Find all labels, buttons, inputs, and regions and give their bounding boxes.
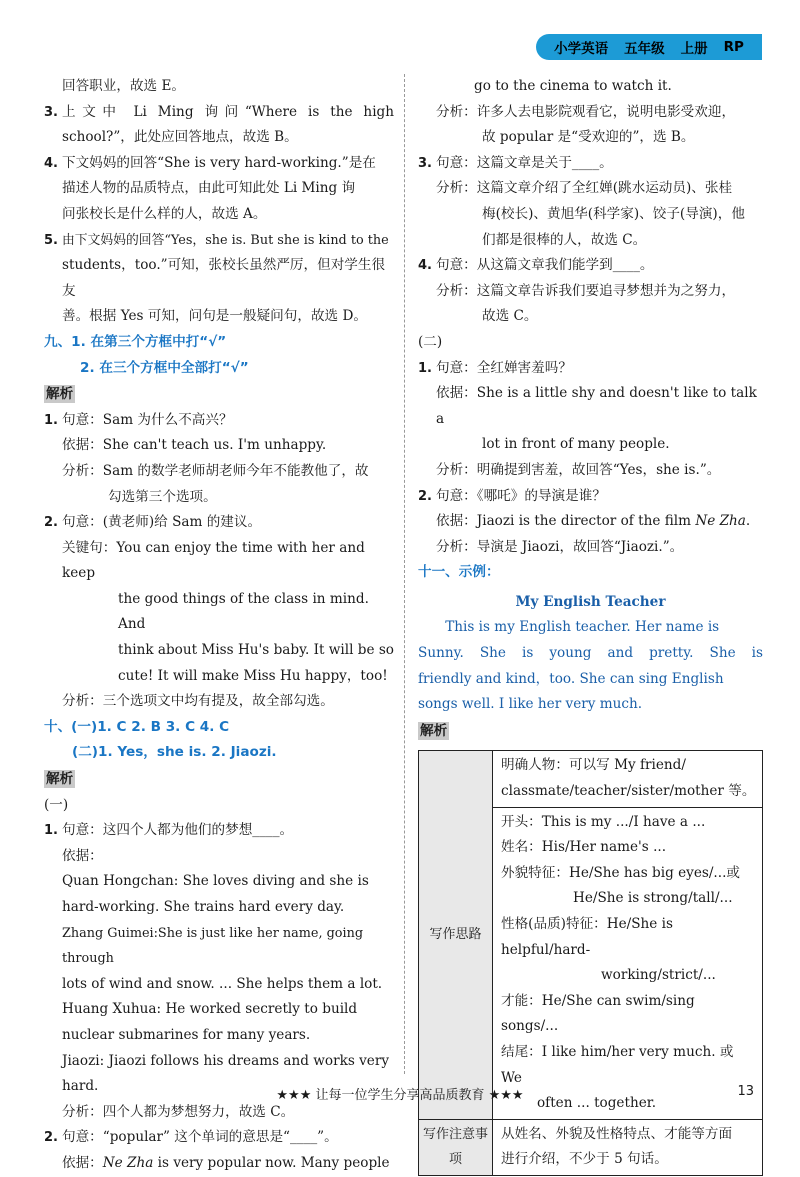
- analysis-label: 解析: [46, 771, 74, 788]
- text-line: 依据：She is a little shy and doesn't like to talk a: [436, 385, 757, 427]
- reading-item-2: [44, 1125, 394, 1176]
- reading-part2-item-2: [418, 484, 763, 561]
- header-subject: 小学英语: [554, 41, 609, 57]
- reading-item-3: [418, 151, 763, 253]
- right-column: [418, 74, 763, 1176]
- text-line: Quan Hongchan: She loves diving and she is: [62, 873, 369, 890]
- text-line: 善。根据 Yes 可知，问句是一般疑问句，故选 D。: [62, 308, 367, 325]
- text-line: 从姓名、外貌及性格特点、才能等方面: [501, 1125, 733, 1142]
- text-line: 进行介绍，不少于 5 句话。: [501, 1151, 668, 1168]
- header-grade: 五年级: [624, 41, 665, 57]
- text-line: Huang Xuhua: He worked secretly to build: [62, 1001, 358, 1018]
- text-line: 关键句：You can enjoy the time with her and keep: [62, 539, 365, 582]
- text-line: working/strict/...: [601, 967, 716, 984]
- text-line: 上文中 Li Ming 询问“Where is the high: [62, 103, 394, 120]
- text-line: 们都是很棒的人，故选 C。: [482, 231, 647, 248]
- analysis-label: 解析: [46, 386, 74, 403]
- text-line: 句意：从这篇文章我们能学到____。: [436, 257, 654, 274]
- left-column: [44, 74, 394, 1177]
- item-number: 4.: [44, 155, 58, 171]
- footer-slogan: ★★★ 让每一位学生分享高品质教育 ★★★: [276, 1088, 524, 1103]
- analysis-item-2: [44, 510, 394, 715]
- text-line: 由下文妈妈的回答“Yes，she is. But she is kind to the: [62, 232, 389, 248]
- item-number: 2.: [418, 488, 432, 504]
- item-number: 1.: [44, 412, 58, 428]
- text-line: go to the cinema to watch it.: [474, 78, 672, 94]
- text-line: cute! It will make Miss Hu happy，too!: [118, 667, 388, 684]
- text-line: students，too.”可知，张校长虽然严厉，但对学生很友: [62, 257, 386, 299]
- answer-item-5: [44, 228, 394, 330]
- essay-line: songs well. I like her very much.: [418, 696, 643, 713]
- text-line: 故选 C。: [482, 308, 538, 325]
- text-line: 句意：这四个人都为他们的梦想____。: [62, 822, 294, 839]
- text-line: lot in front of many people.: [482, 436, 670, 453]
- text-line: 下文妈妈的回答“She is very hard-working.”是在: [62, 154, 376, 171]
- text-line: 勾选第三个选项。: [108, 488, 217, 505]
- item-number: 3.: [418, 155, 432, 171]
- text-line: 分析：导演是 Jiaozi，故回答“Jiaozi.”。: [436, 538, 684, 555]
- text-line: 回答职业，故选 E。: [62, 78, 185, 94]
- text-line: 句意：“popular” 这个单词的意思是“____”。: [62, 1129, 338, 1146]
- table-cell: [493, 1119, 763, 1175]
- film-title: Ne Zha: [695, 513, 746, 530]
- text-line: 结尾：I like him/her very much. 或 We: [501, 1043, 734, 1086]
- text-line: often ... together.: [537, 1095, 657, 1112]
- section-10-answer: 十、(一)1. C 2. B 3. C 4. C: [44, 718, 230, 735]
- text-line: nuclear submarines for many years.: [62, 1026, 311, 1043]
- table-cell: [493, 751, 763, 807]
- text-line: 问张校长是什么样的人，故选 A。: [62, 205, 267, 222]
- column-divider: [404, 74, 405, 1074]
- table-header: 写作思路: [419, 751, 493, 1119]
- page-number: 13: [737, 1084, 754, 1099]
- analysis-label: 解析: [420, 722, 448, 739]
- answer-item-4: [44, 151, 394, 228]
- essay-line: This is my English teacher. Her name is: [445, 619, 720, 636]
- item-number: 4.: [418, 258, 432, 274]
- item-number: 1.: [418, 360, 432, 376]
- text-line: 句意：全红婵害羞吗？: [436, 359, 572, 376]
- text-line: 性格(品质)特征：He/She is helpful/hard-: [501, 916, 673, 958]
- text-span: is very popular now. Many people: [153, 1154, 390, 1171]
- item-number: 3.: [44, 104, 58, 120]
- film-title: Ne Zha: [102, 1154, 154, 1171]
- text-line: hard-working. She trains hard every day.: [62, 899, 345, 915]
- header-term: 上册: [680, 41, 708, 57]
- answer-item-3: [44, 100, 394, 151]
- text-line: 明确人物：可以写 My friend/: [501, 757, 686, 774]
- part-label: (一): [44, 796, 69, 813]
- text-line: 分析：Sam 的数学老师胡老师今年不能教他了，故: [62, 462, 369, 479]
- section-11-answer: 十一、示例：: [418, 564, 500, 581]
- text-line: school?”，此处应回答地点，故选 B。: [62, 129, 298, 146]
- text-line: He/She is strong/tall/...: [573, 890, 733, 907]
- section-9-answer: 九、1. 在第三个方框中打“√”: [44, 333, 227, 350]
- text-line: 梅(校长)、黄旭华(科学家)、饺子(导演)，他: [482, 205, 745, 222]
- text-line: Jiaozi: Jiaozi follows his dreams and works very: [62, 1052, 390, 1069]
- text-line: 句意：Sam 为什么不高兴？: [62, 411, 233, 428]
- text-line: 姓名：His/Her name's ...: [501, 839, 667, 856]
- text-span: .: [745, 513, 751, 530]
- text-line: 依据：: [62, 847, 103, 864]
- text-span: 依据：Jiaozi is the director of the film: [436, 513, 696, 530]
- text-line: 分析：明确提到害羞，故回答“Yes，she is.”。: [436, 461, 721, 478]
- writing-guide-table: [418, 750, 763, 1176]
- table-header: 写作注意事项: [419, 1119, 493, 1175]
- reading-item-4: [418, 253, 763, 330]
- text-line: 分析：这篇文章介绍了全红婵(跳水运动员)、张桂: [436, 180, 733, 197]
- text-line: think about Miss Hu's baby. It will be so: [118, 642, 394, 659]
- text-line: [418, 509, 763, 535]
- reading-part2-item-1: [418, 356, 763, 484]
- text-line: 句意：(黄老师)给 Sam 的建议。: [62, 514, 262, 531]
- text-line: 句意：这篇文章是关于____。: [436, 154, 613, 171]
- text-line: 分析：许多人去电影院观看它，说明电影受欢迎，: [436, 103, 736, 120]
- item-number: 5.: [44, 232, 58, 248]
- essay-title: My English Teacher: [515, 593, 666, 610]
- text-line: lots of wind and snow. ... She helps them a lot.: [62, 975, 383, 992]
- text-line: 开头：This is my .../I have a ...: [501, 813, 706, 830]
- text-line: 故 popular 是“受欢迎的”，选 B。: [482, 129, 695, 146]
- section-10-answer: (二)1. Yes，she is. 2. Jiaozi.: [72, 744, 277, 761]
- item-number: 2.: [44, 1130, 58, 1146]
- text-line: 分析：三个选项文中均有提及，故全部勾选。: [62, 693, 334, 710]
- header-tab: [536, 34, 762, 60]
- reading-item-1: [44, 818, 394, 1125]
- text-line: the good things of the class in mind. And: [118, 590, 369, 633]
- item-number: 2.: [44, 515, 58, 531]
- header-edition: RP: [723, 39, 744, 55]
- text-line: 依据：She can't teach us. I'm unhappy.: [62, 437, 327, 454]
- text-line: 分析：这篇文章告诉我们要追寻梦想并为之努力，: [436, 282, 736, 299]
- analysis-item-1: [44, 408, 394, 510]
- table-cell: [493, 807, 763, 1119]
- text-line: 描述人物的品质特点，由此可知此处 Li Ming 询: [62, 180, 356, 197]
- text-span: 依据：: [62, 1154, 103, 1171]
- section-9-answer: 2. 在三个方框中全部打“√”: [80, 359, 249, 376]
- essay-line: Sunny. She is young and pretty. She is: [418, 645, 763, 662]
- text-line: 才能：He/She can swim/sing songs/...: [501, 992, 695, 1035]
- text-line: 句意：《哪吒》的导演是谁？: [436, 487, 606, 504]
- text-line: 分析：四个人都为梦想努力，故选 C。: [62, 1103, 295, 1120]
- item-number: 1.: [44, 823, 58, 839]
- text-line: hard.: [62, 1078, 99, 1095]
- text-line: classmate/teacher/sister/mother 等。: [501, 783, 756, 800]
- text-line: 外貌特征：He/She has big eyes/...或: [501, 864, 740, 881]
- essay-line: friendly and kind，too. She can sing English: [418, 670, 724, 687]
- part-label: (二): [418, 333, 443, 350]
- text-line: Zhang Guimei:She is just like her name, going through: [62, 925, 364, 967]
- text-line: [44, 1151, 394, 1177]
